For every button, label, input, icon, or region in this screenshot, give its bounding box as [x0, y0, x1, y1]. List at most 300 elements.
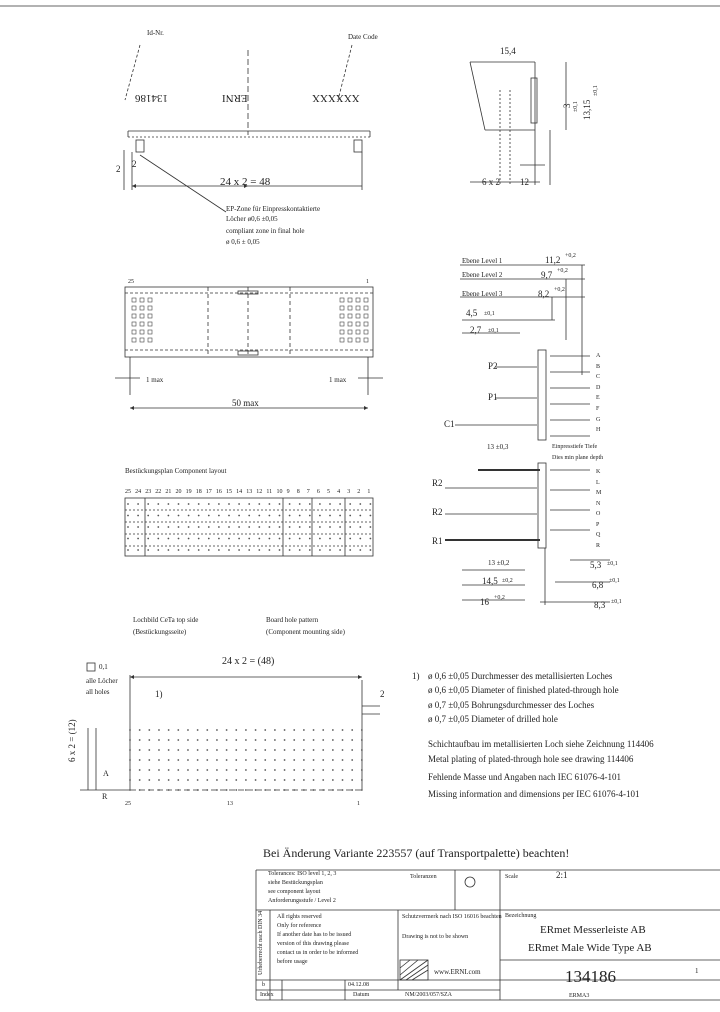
- middle-pin-mark: [364, 330, 368, 334]
- hole-dot: [245, 759, 247, 761]
- note-1-de: ø 0,6 ±0,05 Durchmesser des metallisierten Loches: [428, 671, 613, 681]
- middle-pin-mark: [348, 306, 352, 310]
- hole-dot: [264, 789, 266, 791]
- hole-dot: [293, 789, 295, 791]
- middle-pin-mark: [340, 306, 344, 310]
- note-press-fit-en: compliant zone in final hole: [226, 227, 305, 235]
- hole-dot: [129, 789, 131, 791]
- hole-dot: [187, 769, 189, 771]
- hole-label-a: A: [103, 769, 109, 778]
- row-letter: G: [596, 416, 601, 423]
- hole-dot: [235, 749, 237, 751]
- middle-pin-mark: [132, 338, 136, 342]
- row-letter: M: [596, 490, 602, 496]
- layout-pin-dot: [137, 503, 139, 505]
- caption-left-en: (Bestückungsseite): [133, 628, 187, 636]
- layout-pin-dot: [198, 549, 200, 551]
- layout-pin-dot: [137, 526, 139, 528]
- layout-pin-dot: [279, 538, 281, 540]
- layout-pin-dot: [168, 526, 170, 528]
- middle-pin-mark: [356, 338, 360, 342]
- hole-dot: [187, 749, 189, 751]
- hole-dot: [129, 769, 131, 771]
- hole-dot: [313, 759, 315, 761]
- layout-pin-dot: [339, 515, 341, 517]
- middle-pin-mark: [132, 314, 136, 318]
- hole-dot: [187, 759, 189, 761]
- middle-pin-mark: [364, 338, 368, 342]
- layout-pin-dot: [127, 538, 129, 540]
- side-dim-total: 13,15: [582, 99, 592, 120]
- hole-dot: [226, 779, 228, 781]
- layout-pin-number: 10: [276, 489, 283, 495]
- caption-right-en: (Component mounting side): [266, 628, 345, 636]
- layout-pin-dot: [319, 538, 321, 540]
- hole-dot: [284, 749, 286, 751]
- hole-dot: [187, 779, 189, 781]
- row-letter: O: [596, 511, 601, 517]
- hole-dot: [332, 729, 334, 731]
- hole-dot: [303, 739, 305, 741]
- layout-pin-dot: [329, 538, 331, 540]
- hole-note-ref: 1): [155, 689, 163, 699]
- hole-dot: [216, 739, 218, 741]
- layout-pin-number: 22: [155, 489, 162, 495]
- layout-pin-dot: [198, 503, 200, 505]
- layout-pin-number: 17: [205, 489, 212, 495]
- hole-dot: [129, 759, 131, 761]
- layout-pin-dot: [137, 538, 139, 540]
- layout-pin-number: 24: [135, 489, 142, 495]
- middle-pin-mark: [340, 298, 344, 302]
- layout-pin-dot: [370, 538, 372, 540]
- level-dim-a-tol: ±0,1: [484, 311, 495, 317]
- hole-dot: [264, 739, 266, 741]
- layout-pin-dot: [127, 515, 129, 517]
- layout-pin-dot: [279, 549, 281, 551]
- layout-pin-dot: [269, 526, 271, 528]
- hole-dot: [255, 739, 257, 741]
- hole-dot: [361, 759, 363, 761]
- hole-dot: [284, 789, 286, 791]
- layout-pin-number: 13: [246, 489, 253, 495]
- hole-dot: [303, 779, 305, 781]
- middle-pin-mark: [340, 338, 344, 342]
- layout-pin-dot: [258, 515, 260, 517]
- label-p1: P1: [488, 392, 498, 402]
- all-holes-de: alle Löcher: [86, 677, 118, 685]
- layout-pin-dot: [168, 503, 170, 505]
- hole-dot: [351, 729, 353, 731]
- middle-pin-mark: [132, 306, 136, 310]
- layout-pin-dot: [299, 515, 301, 517]
- layout-pin-dot: [178, 515, 180, 517]
- tb-info-2: siehe Bestückungsplan: [268, 880, 323, 886]
- layout-pin-dot: [178, 503, 180, 505]
- label-p2: P2: [488, 361, 498, 371]
- tb-legal-5: contact us in order to be informed: [277, 950, 359, 956]
- level-dim-a: 4,5: [466, 308, 478, 318]
- layout-pin-dot: [208, 515, 210, 517]
- hole-dot: [206, 769, 208, 771]
- tb-row-date: 04.12.08: [348, 982, 369, 988]
- tb-row-b: b: [262, 982, 265, 988]
- hole-dot: [226, 759, 228, 761]
- level-2-tol: +0,2: [557, 268, 568, 274]
- tb-note-2: Drawing is not to be shown: [402, 934, 469, 940]
- level-3-value: 8,2: [538, 289, 550, 299]
- tb-website: www.ERNI.com: [434, 968, 481, 976]
- layout-pin-dot: [238, 515, 240, 517]
- hole-dot: [226, 729, 228, 731]
- date-code-label: Date Code: [348, 33, 378, 41]
- layout-pin-dot: [137, 515, 139, 517]
- hole-dot: [322, 779, 324, 781]
- label-r2b: R2: [432, 507, 443, 517]
- hole-dot: [187, 739, 189, 741]
- layout-pin-dot: [279, 515, 281, 517]
- hole-dot: [158, 769, 160, 771]
- note-4-de: Fehlende Masse und Angaben nach IEC 61076-4-101: [428, 772, 621, 782]
- tb-legal-3: If another date has to be issued: [277, 932, 352, 938]
- note-hole-de: Löcher ø0,6 ±0,05: [226, 215, 278, 223]
- tb-legal-vertical: Urheberrecht nach DIN 34: [258, 910, 264, 975]
- hole-dot: [197, 779, 199, 781]
- layout-pin-dot: [359, 515, 361, 517]
- layout-pin-dot: [309, 549, 311, 551]
- hole-dot: [342, 769, 344, 771]
- layout-pin-number: 20: [175, 489, 182, 495]
- hole-dot: [255, 779, 257, 781]
- layout-pin-dot: [248, 515, 250, 517]
- tb-legal-2: Only for reference: [277, 923, 322, 929]
- hole-dot: [139, 769, 141, 771]
- pin-right: [354, 140, 362, 152]
- layout-pin-dot: [127, 549, 129, 551]
- note-1-en: ø 0,6 ±0,05 Diameter of finished plated-through hole: [428, 685, 619, 695]
- middle-pin-mark: [356, 298, 360, 302]
- hole-dot: [322, 739, 324, 741]
- middle-pin-mark: [356, 314, 360, 318]
- note-3-de: Schichtaufbau im metallisierten Loch siehe Zeichnung 114406: [428, 739, 654, 749]
- hole-dot: [274, 749, 276, 751]
- layout-pin-dot: [359, 526, 361, 528]
- hole-dot: [351, 739, 353, 741]
- hole-dot: [361, 739, 363, 741]
- hole-dot: [139, 779, 141, 781]
- tb-desc-label: Bezeichnung: [505, 913, 537, 919]
- hole-dot: [255, 729, 257, 731]
- middle-pin-mark: [364, 298, 368, 302]
- hole-dot: [303, 789, 305, 791]
- layout-pin-dot: [228, 503, 230, 505]
- hole-dot: [129, 749, 131, 751]
- hole-dot: [293, 739, 295, 741]
- hole-dot: [197, 749, 199, 751]
- hole-dot: [351, 769, 353, 771]
- hole-dot: [264, 779, 266, 781]
- hole-dot: [274, 789, 276, 791]
- layout-pin-dot: [188, 549, 190, 551]
- level-dim-145: 14,5: [482, 576, 498, 586]
- layout-pin-dot: [258, 503, 260, 505]
- hole-dot: [148, 739, 150, 741]
- layout-pin-number: 11: [266, 489, 273, 495]
- hole-dot: [284, 729, 286, 731]
- level-pin-top: [538, 350, 546, 440]
- tb-info-1: Tolerances: ISO level 1, 2, 3: [268, 871, 337, 877]
- middle-pin-mark: [132, 330, 136, 334]
- dim-overall: 50 max: [232, 398, 259, 408]
- layout-pin-dot: [339, 538, 341, 540]
- layout-pin-dot: [269, 549, 271, 551]
- layout-pin-dot: [178, 538, 180, 540]
- hole-dot: [322, 759, 324, 761]
- all-holes-en: all holes: [86, 688, 110, 696]
- hole-dot: [158, 789, 160, 791]
- layout-pin-dot: [238, 549, 240, 551]
- tb-note-1: Schutzvermerk nach ISO 16016 beachten: [402, 914, 502, 920]
- row-letter: C: [596, 374, 601, 381]
- level-dim-68-tol: ±0,1: [609, 578, 620, 584]
- hole-dot: [168, 789, 170, 791]
- layout-pin-number: 21: [165, 489, 172, 495]
- tb-sheet: 1: [695, 967, 699, 975]
- layout-pin-dot: [329, 549, 331, 551]
- caption-left-de: Lochbild CeTa top side: [133, 616, 199, 624]
- hole-num-1: 1: [357, 801, 360, 807]
- tb-scale-value: 2:1: [556, 870, 568, 880]
- layout-pin-number: 2: [357, 489, 361, 495]
- middle-pin-mark: [340, 330, 344, 334]
- middle-pin-mark: [364, 322, 368, 326]
- layout-pin-dot: [168, 549, 170, 551]
- row-letter: R: [596, 542, 601, 549]
- tb-title-en: ERmet Male Wide Type AB: [528, 942, 652, 954]
- variant-warning: Bei Änderung Variante 223557 (auf Transportpalette) beachten!: [263, 846, 570, 860]
- row-letter: N: [596, 500, 601, 507]
- middle-pin-mark: [348, 330, 352, 334]
- hole-dot: [216, 729, 218, 731]
- leader-presszone: [140, 155, 226, 212]
- hole-dot: [264, 729, 266, 731]
- layout-pin-number: 12: [256, 489, 263, 495]
- hole-dot: [158, 749, 160, 751]
- hole-dot: [197, 739, 199, 741]
- hole-dot: [284, 769, 286, 771]
- layout-pin-dot: [198, 515, 200, 517]
- hole-dot: [129, 739, 131, 741]
- layout-pin-number: 15: [226, 489, 232, 495]
- hole-dot: [361, 779, 363, 781]
- layout-pin-dot: [329, 526, 331, 528]
- hole-pattern-dots: [129, 729, 363, 791]
- layout-pin-dot: [198, 538, 200, 540]
- middle-pin-mark: [364, 314, 368, 318]
- layout-pin-dot: [258, 538, 260, 540]
- hole-dot: [351, 759, 353, 761]
- middle-label-1: 1: [366, 279, 369, 285]
- layout-pin-dot: [299, 549, 301, 551]
- middle-pin-mark: [356, 330, 360, 334]
- hole-dot: [361, 749, 363, 751]
- hole-dot: [206, 739, 208, 741]
- layout-pin-dot: [349, 503, 351, 505]
- layout-pin-dot: [218, 503, 220, 505]
- layout-pin-number: 23: [145, 489, 152, 495]
- note-3-en: Metal plating of plated-through hole see drawing 114406: [428, 754, 634, 764]
- layout-pin-number: 5: [327, 489, 330, 495]
- layout-pin-number: 14: [236, 489, 243, 495]
- hole-dot: [148, 789, 150, 791]
- hole-dim-vertical: 6 x 2 = (12): [67, 719, 77, 762]
- hole-dot: [245, 789, 247, 791]
- layout-pin-dot: [168, 538, 170, 540]
- hole-dot: [332, 769, 334, 771]
- layout-pin-dot: [137, 549, 139, 551]
- hole-dot: [303, 749, 305, 751]
- layout-pin-dot: [208, 526, 210, 528]
- hole-dot: [342, 759, 344, 761]
- level-1-label: Ebene Level 1: [462, 257, 503, 265]
- layout-pin-dot: [228, 526, 230, 528]
- side-dim-pin: 12: [520, 177, 529, 187]
- row-letter: H: [596, 427, 601, 434]
- hole-dim-pitch: 2: [380, 689, 385, 699]
- hole-dot: [245, 779, 247, 781]
- layout-pin-dot: [319, 526, 321, 528]
- middle-pin-mark: [140, 322, 144, 326]
- hole-dot: [235, 769, 237, 771]
- hole-dot: [322, 769, 324, 771]
- layout-pin-dot: [147, 515, 149, 517]
- middle-pin-mark: [148, 298, 152, 302]
- level-dim-83: 8,3: [594, 600, 606, 610]
- hole-dot: [139, 739, 141, 741]
- layout-pin-dot: [289, 515, 291, 517]
- layout-pin-dot: [359, 549, 361, 551]
- layout-pin-dot: [188, 538, 190, 540]
- hole-dot: [177, 779, 179, 781]
- hole-dot: [274, 759, 276, 761]
- label-c1: C1: [444, 419, 455, 429]
- tb-info-4: Anforderungsstufe / Level 2: [268, 898, 336, 904]
- hole-dot: [293, 729, 295, 731]
- row-letter: B: [596, 363, 601, 370]
- hole-dot: [332, 749, 334, 751]
- hole-dot: [158, 759, 160, 761]
- hole-dot: [235, 789, 237, 791]
- layout-pin-dot: [238, 503, 240, 505]
- hole-dot: [293, 769, 295, 771]
- hole-dot: [293, 749, 295, 751]
- hole-dot: [158, 729, 160, 731]
- middle-pin-mark: [140, 298, 144, 302]
- hole-dot: [139, 749, 141, 751]
- layout-pin-dot: [370, 526, 372, 528]
- layout-pin-dot: [349, 538, 351, 540]
- press-depth-de: Einpresstiefe Tiefe: [552, 444, 598, 450]
- side-dim-height: 3: [562, 103, 572, 108]
- hole-dot: [342, 779, 344, 781]
- layout-pin-dot: [157, 549, 159, 551]
- hole-dot: [342, 729, 344, 731]
- note-press-fit-de: EP-Zone für Einpresskontaktierte: [226, 205, 321, 213]
- hole-dot: [342, 749, 344, 751]
- layout-pin-dot: [349, 549, 351, 551]
- layout-pin-number: 4: [337, 489, 341, 495]
- hole-dot: [264, 749, 266, 751]
- tb-row-doc: NM/2003/057/SZA: [405, 992, 453, 998]
- level-dim-13a: 13 ±0,3: [487, 443, 509, 451]
- dim-length: 24 x 2 = 48: [220, 176, 271, 188]
- hole-dot: [158, 779, 160, 781]
- layout-pin-dot: [339, 549, 341, 551]
- hole-dot: [177, 759, 179, 761]
- layout-pin-dot: [359, 538, 361, 540]
- tb-tolerance-label: Toleranzen: [410, 874, 437, 880]
- note-2-de: ø 0,7 ±0,05 Bohrungsdurchmesser des Loches: [428, 700, 595, 710]
- tb-legal-6: before usage: [277, 959, 308, 965]
- layout-pin-dot: [279, 503, 281, 505]
- hole-dot: [255, 759, 257, 761]
- layout-pin-dot: [279, 526, 281, 528]
- middle-pin-mark: [140, 330, 144, 334]
- hole-dot: [274, 729, 276, 731]
- middle-pin-mark: [132, 298, 136, 302]
- layout-pin-dot: [157, 538, 159, 540]
- hole-dot: [264, 759, 266, 761]
- layout-pin-number: 16: [215, 489, 222, 495]
- middle-pin-mark: [348, 314, 352, 318]
- hole-dot: [313, 789, 315, 791]
- layout-pin-dot: [157, 503, 159, 505]
- layout-pin-dot: [248, 549, 250, 551]
- layout-pin-dot: [269, 503, 271, 505]
- hole-dot: [284, 759, 286, 761]
- middle-pin-mark: [356, 322, 360, 326]
- hole-dot: [245, 749, 247, 751]
- row-letter: L: [596, 479, 600, 486]
- hole-dot: [168, 749, 170, 751]
- hole-dot: [168, 729, 170, 731]
- hole-dot: [197, 759, 199, 761]
- hole-dot: [332, 759, 334, 761]
- middle-pin-mark: [148, 338, 152, 342]
- middle-pin-mark: [148, 330, 152, 334]
- hole-dot: [245, 739, 247, 741]
- layout-pin-dot: [309, 515, 311, 517]
- hole-dot: [216, 759, 218, 761]
- hole-dot: [322, 749, 324, 751]
- hole-dot: [351, 789, 353, 791]
- layout-pin-dot: [370, 549, 372, 551]
- layout-pin-dot: [349, 515, 351, 517]
- layout-pin-number: 6: [316, 489, 320, 495]
- dim-left-max: 1 max: [146, 376, 164, 384]
- hole-dot: [313, 749, 315, 751]
- middle-pin-mark: [140, 338, 144, 342]
- hole-dot: [148, 779, 150, 781]
- hole-dot: [274, 739, 276, 741]
- pin-left: [136, 140, 144, 152]
- hole-dot: [148, 749, 150, 751]
- layout-pin-dot: [309, 526, 311, 528]
- hole-dot: [235, 739, 237, 741]
- row-letter: D: [596, 384, 601, 391]
- layout-pin-dot: [319, 503, 321, 505]
- layout-pin-dot: [157, 526, 159, 528]
